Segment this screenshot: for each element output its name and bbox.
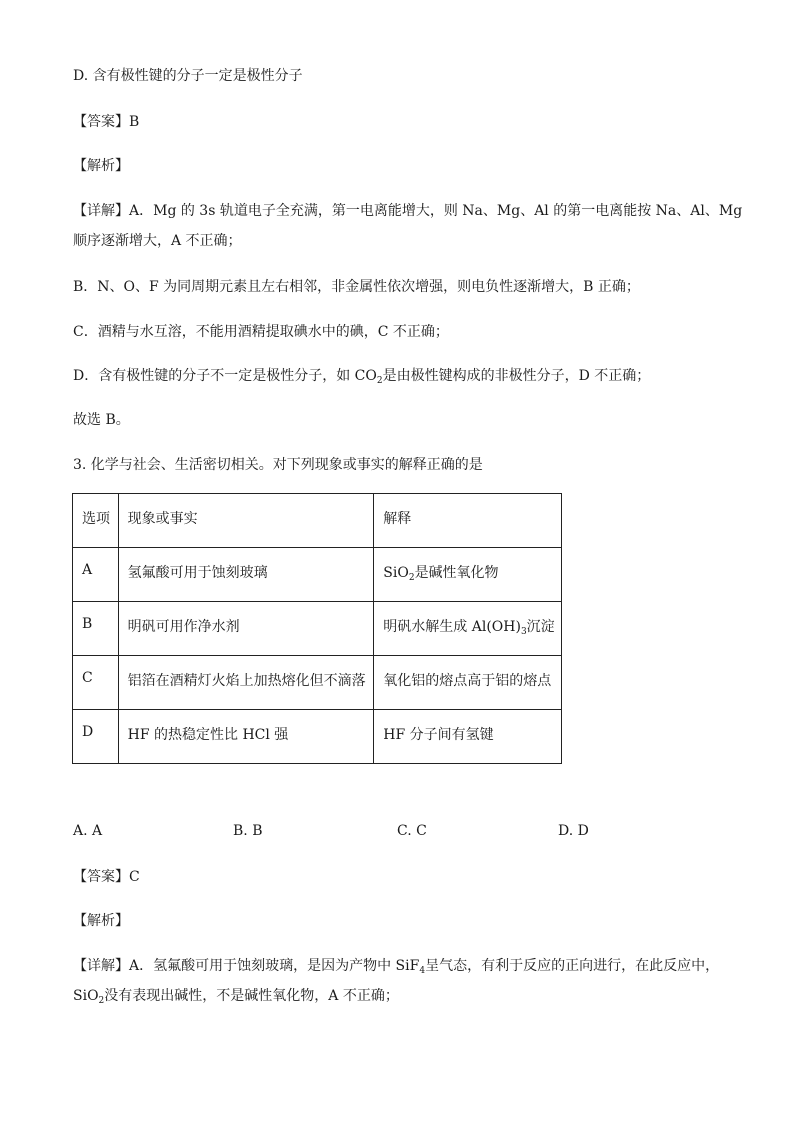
detail-pre: A．氢氟酸可用于蚀刻玻璃，是因为产物中 SiF [129,958,420,974]
detail-text: A．Mg 的 3s 轨道电子全充满，第一电离能增大，则 Na、Mg、Al 的第一电离能按 Na、Al、Mg [129,203,743,219]
table-row [73,548,562,602]
explain-pre: HF 分子间有氢键 [383,727,494,743]
detail-d-pre: D．含有极性键的分子不一定是极性分子，如 CO [73,368,377,384]
row-fact: 铝箔在酒精灯火焰上加热熔化但不滴落 [118,656,374,710]
q2-detail-b: B．N、O、F 为同周期元素且左右相邻，非金属性依次增强，则电负性逐渐增大，B 正确； [73,279,640,295]
table-row [73,710,562,764]
q2-detail-c: C．酒精与水互溶，不能用酒精提取碘水中的碘，C 不正确； [73,324,449,340]
row-explain [374,710,562,764]
q3-detail-a-line2 [73,987,399,1005]
choice-a: A. A [73,823,103,839]
explain-pre: 氧化铝的熔点高于铝的熔点 [383,673,552,689]
q2-analysis-label: 【解析】 [73,158,129,174]
q2-detail-a-line1 [73,202,742,220]
header-fact: 现象或事实 [118,494,374,548]
q2-option-d: D. 含有极性键的分子一定是极性分子 [73,68,303,84]
answer-label: 【答案】 [73,869,129,885]
q3-options-table [72,493,562,764]
explain-pre: 明矾水解生成 Al(OH) [383,619,521,635]
answer-value: C [129,869,140,885]
detail-post: 呈气态，有利于反应的正向进行，在此反应中， [425,958,720,974]
row-option: D [73,710,119,764]
header-explain: 解释 [374,494,562,548]
explain-sub: 2 [408,573,415,583]
explain-sub: 3 [520,627,527,637]
table-row [73,602,562,656]
row-fact: 氢氟酸可用于蚀刻玻璃 [118,548,374,602]
explain-post: 沉淀 [526,619,555,635]
choice-c: C. C [397,823,427,839]
answer-label: 【答案】 [73,114,129,130]
detail-d-sub: 2 [376,376,383,386]
detail-sub: 4 [419,966,426,976]
row-option: A [73,548,119,602]
row-explain [374,548,562,602]
row-option: B [73,602,119,656]
row-fact: 明矾可用作净水剂 [118,602,374,656]
detail-sub: 2 [98,996,105,1006]
detail-label: 【详解】 [73,958,129,974]
choice-b: B. B [233,823,263,839]
row-option: C [73,656,119,710]
row-fact: HF 的热稳定性比 HCl 强 [118,710,374,764]
q2-conclusion: 故选 B。 [73,412,130,428]
detail-pre: SiO [73,988,99,1004]
detail-d-post: 是由极性键构成的非极性分子，D 不正确； [382,368,651,384]
q2-detail-d [73,367,650,385]
header-option: 选项 [73,494,119,548]
table-header-row [73,494,562,548]
explain-pre: SiO [383,565,409,581]
q3-answer [73,868,140,886]
table-row [73,656,562,710]
explain-post: 是碱性氧化物 [414,565,499,581]
detail-label: 【详解】 [73,203,129,219]
detail-post: 没有表现出碱性，不是碱性氧化物，A 不正确； [104,988,399,1004]
q3-analysis-label: 【解析】 [73,913,129,929]
q3-detail-a-line1 [73,957,719,975]
q3-stem: 3. 化学与社会、生活密切相关。对下列现象或事实的解释正确的是 [73,457,483,473]
choice-d: D. D [558,823,589,839]
q2-answer [73,113,139,131]
q2-detail-a-line2: 顺序逐渐增大，A 不正确； [73,233,242,249]
row-explain [374,602,562,656]
answer-value: B [129,114,140,130]
row-explain [374,656,562,710]
